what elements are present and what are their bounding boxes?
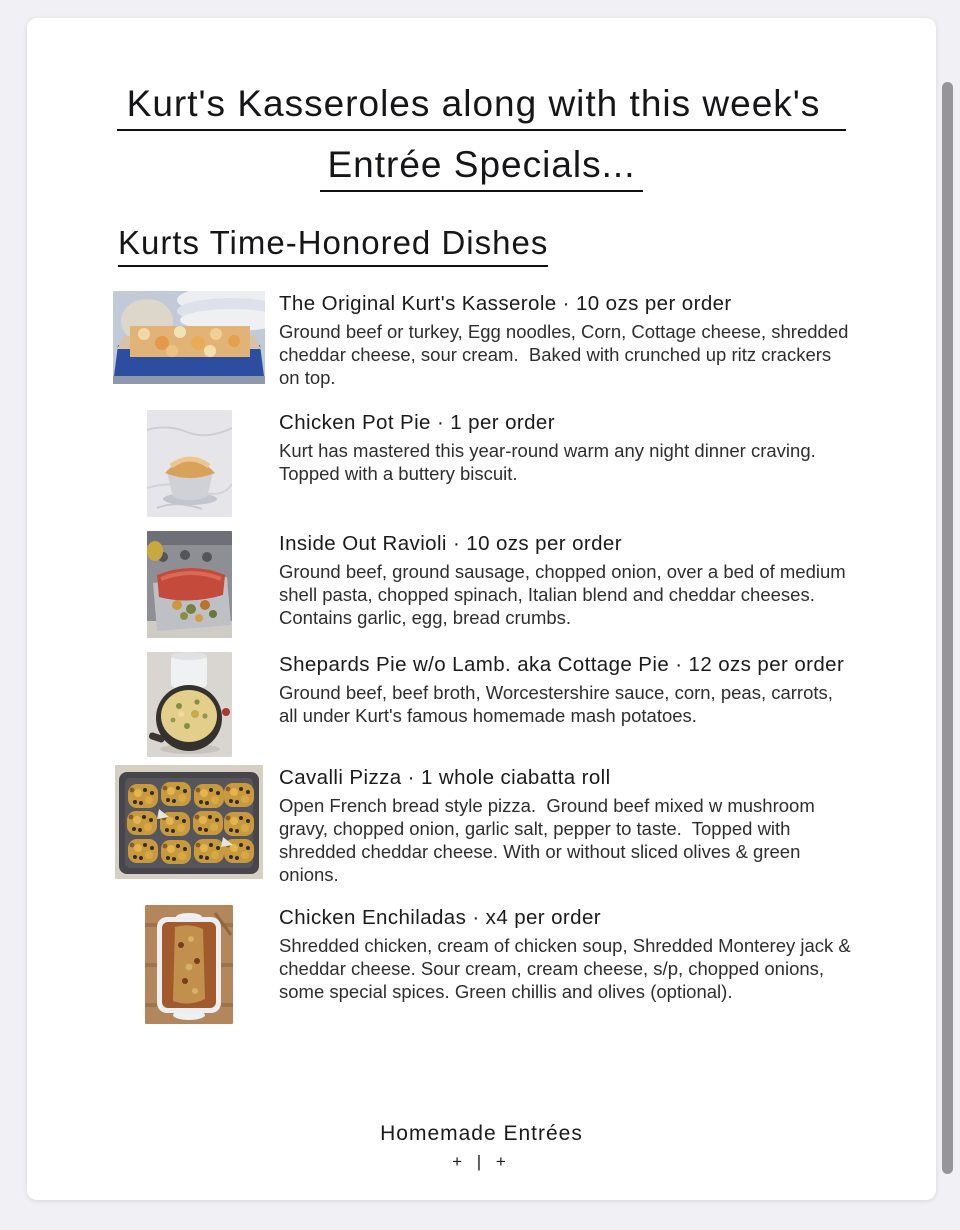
chicken-pot-pie-photo [113,410,265,517]
menu-item-cavalli-pizza [113,765,896,886]
item-description: Ground beef, ground sausage, chopped onion, over a bed of medium shell pasta, chopped spinach, Italian blend and cheddar cheeses. Contains garlic, egg, bread crumbs. [279,561,851,628]
title-line2: Entrée Specials... [320,143,644,192]
chicken-enchiladas-dish-photo [113,905,265,1024]
item-name: Inside Out Ravioli · 10 ozs per order [279,532,622,555]
page-title [27,82,936,192]
cottage-pie-skillet-photo [113,652,265,757]
title-line1: Kurt's Kasseroles along with this week's [117,82,847,131]
item-description: Kurt has mastered this year-round warm any night dinner craving. Topped with a buttery biscuit. [279,440,826,484]
menu-item-content [279,905,896,1003]
menu-item-content [279,531,896,629]
item-name: The Original Kurt's Kasserole · 10 ozs per order [279,292,732,315]
inside-out-ravioli-photo [113,531,265,638]
item-name: Chicken Pot Pie · 1 per order [279,411,555,434]
section-heading-text: Kurts Time-Honored Dishes [118,224,548,267]
item-name: Cavalli Pizza · 1 whole ciabatta roll [279,766,611,789]
cavalli-pizza-tray-photo [113,765,265,879]
section-heading [118,224,548,267]
menu-item-kasserole [113,291,896,389]
item-description: Ground beef or turkey, Egg noodles, Corn, Cottage cheese, shredded cheddar cheese, sour cream. Baked with crunched up ritz crackers on top. [279,321,854,388]
menu-item-cottage-pie [113,652,896,757]
menu-item-content [279,291,896,389]
menu-page [27,18,936,1200]
footer-title: Homemade Entrées [380,1122,583,1145]
footer-page-marker: + | + [452,1152,511,1171]
item-description: Open French bread style pizza. Ground beef mixed w mushroom gravy, chopped onion, garlic salt, pepper to taste. Topped with shredded cheddar cheese. With or without sliced olives & green onions. [279,795,820,885]
scrollbar-thumb[interactable] [942,82,953,1174]
item-name: Chicken Enchiladas · x4 per order [279,906,601,929]
menu-item-content [279,410,896,485]
kasserole-in-blue-dish-photo [113,291,265,384]
menu-item-content [279,652,896,727]
menu-item-pot-pie [113,410,896,517]
item-name: Shepards Pie w/o Lamb. aka Cottage Pie · 12 ozs per order [279,653,845,676]
menu-item-enchiladas [113,905,896,1024]
menu-item-content [279,765,896,886]
item-description: Shredded chicken, cream of chicken soup, Shredded Monterey jack & cheddar cheese. Sour cream, cream cheese, s/p, chopped onions, some special spices. Green chillis and olives (optional). [279,935,856,1002]
item-description: Ground beef, beef broth, Worcestershire sauce, corn, peas, carrots, all under Kurt's famous homemade mash potatoes. [279,682,839,726]
page-footer [27,1122,936,1172]
menu-item-ravioli [113,531,896,638]
